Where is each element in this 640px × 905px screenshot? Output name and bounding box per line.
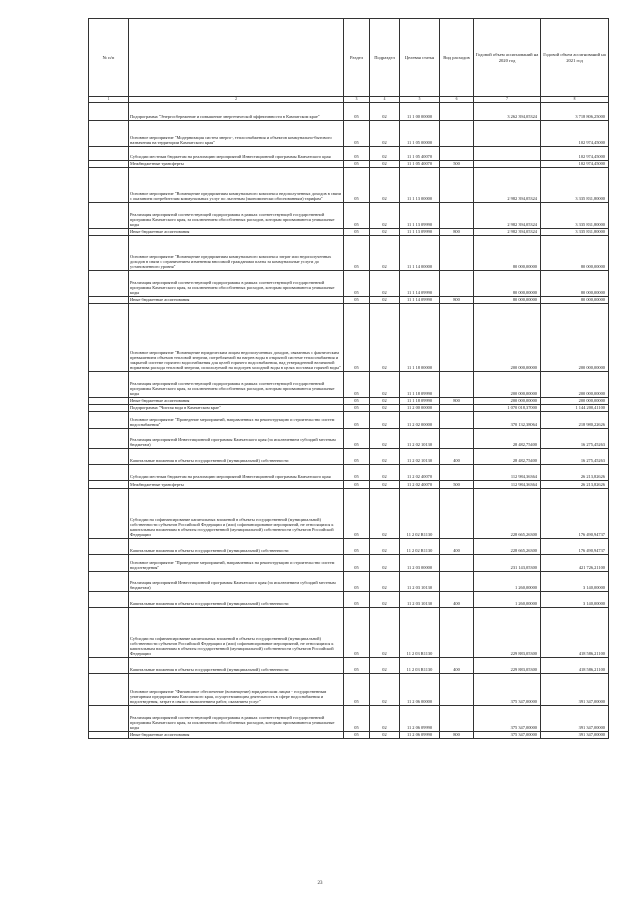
row-number-cell — [89, 371, 129, 397]
column-number: 2 — [129, 97, 344, 103]
row-2020-cell: 80 000,00000 — [474, 296, 541, 303]
row-exptype-cell — [440, 202, 474, 228]
row-name-cell: Основное мероприятие "Возмещение предприятиям коммунального комплекса затрат или недополученных доходов в связи с ограничением изменения вносимой гражданами платы за коммунальные услуги до установленного уровня" — [129, 235, 344, 270]
row-2020-cell: 1 260,00000 — [474, 571, 541, 591]
row-number-cell — [89, 120, 129, 146]
row-number-cell — [89, 235, 129, 270]
row-exptype-cell — [440, 102, 474, 120]
header-col-2021: Годовой объем ассигнований на 2021 год — [541, 19, 609, 97]
column-number: 3 — [344, 97, 370, 103]
row-2021-cell: 200 000,00000 — [541, 371, 609, 397]
table-row — [89, 657, 609, 673]
row-number-cell — [89, 202, 129, 228]
row-number-cell — [89, 705, 129, 731]
table-row — [89, 673, 609, 705]
row-section-cell: 05 — [344, 397, 370, 404]
row-2021-cell: 176 490,94737 — [541, 488, 609, 538]
row-exptype-cell — [440, 146, 474, 160]
row-section-cell: 05 — [344, 202, 370, 228]
row-exptype-cell: 400 — [440, 538, 474, 554]
row-subsection-cell: 02 — [370, 120, 400, 146]
page-number: 23 — [317, 881, 323, 886]
table-row — [89, 160, 609, 167]
row-section-cell: 05 — [344, 160, 370, 167]
row-subsection-cell: 02 — [370, 673, 400, 705]
column-number: 4 — [370, 97, 400, 103]
row-target-cell: 11 1 05 40070 — [400, 160, 440, 167]
row-name-cell: Реализация мероприятий соответствующей подпрограммы в рамках соответствующей государственной программы Камчатского края, за исключением обособленных расходов, которым присваиваются уникальные коды — [129, 371, 344, 397]
row-2021-cell: 80 000,00000 — [541, 296, 609, 303]
row-2021-cell: 218 980,22626 — [541, 411, 609, 428]
row-number-cell — [89, 270, 129, 296]
row-2020-cell: 2 982 394,05324 — [474, 202, 541, 228]
row-name-cell: Реализация мероприятий соответствующей подпрограммы в рамках соответствующей государственной программы Камчатского края, за исключением обособленных расходов, которым присваиваются уникальные коды — [129, 202, 344, 228]
row-subsection-cell: 02 — [370, 202, 400, 228]
row-section-cell: 05 — [344, 554, 370, 571]
row-number-cell — [89, 411, 129, 428]
row-2020-cell: 375 347,00000 — [474, 731, 541, 738]
row-subsection-cell: 02 — [370, 228, 400, 235]
row-2020-cell: 200 000,00000 — [474, 397, 541, 404]
row-name-cell: Иные бюджетные ассигнования — [129, 228, 344, 235]
row-target-cell: 11 1 14 09990 — [400, 270, 440, 296]
column-number: 7 — [474, 97, 541, 103]
row-section-cell: 05 — [344, 120, 370, 146]
row-name-cell: Основное мероприятие "Проведение мероприятий, направленных на реконструкцию и строительство систем водоотведения" — [129, 554, 344, 571]
row-target-cell: 11 2 00 00000 — [400, 404, 440, 411]
row-target-cell: 11 2 06 09990 — [400, 705, 440, 731]
row-number-cell — [89, 102, 129, 120]
row-2021-cell: 200 000,00000 — [541, 397, 609, 404]
table-row — [89, 270, 609, 296]
table-row — [89, 235, 609, 270]
row-number-cell — [89, 488, 129, 538]
table-row — [89, 607, 609, 657]
row-section-cell: 05 — [344, 102, 370, 120]
row-number-cell — [89, 673, 129, 705]
table-row — [89, 571, 609, 591]
table-row — [89, 228, 609, 235]
row-2021-cell: 102 974,45000 — [541, 160, 609, 167]
row-2021-cell: 391 347,00000 — [541, 705, 609, 731]
row-2020-cell: 80 000,00000 — [474, 235, 541, 270]
row-name-cell: Основное мероприятие "Возмещение предприятиям коммунального комплекса недополученных доходов в связи с оказанием потребителям коммунальных услуг по льготным (экономически обоснованным) тарифам" — [129, 167, 344, 202]
row-target-cell: 11 2 03 R1130 — [400, 657, 440, 673]
row-name-cell: Основное мероприятие "Возмещение юридическим лицам недополученных доходов, связанных с фактическим превышением объемов тепловой энергии, потребляемой на нагрев воды в открытой системе теплоснабжения и закрытой системе горячего водоснабжения для целей горячего водоснабжения, над утвержденной величиной норматива расхода тепловой энергии, используемой на подогрев холодной воды в целях поставки горячей воды" — [129, 303, 344, 371]
row-number-cell — [89, 228, 129, 235]
row-number-cell — [89, 538, 129, 554]
row-subsection-cell: 02 — [370, 296, 400, 303]
row-exptype-cell — [440, 235, 474, 270]
row-number-cell — [89, 607, 129, 657]
table-row — [89, 397, 609, 404]
row-2021-cell: 26 213,82626 — [541, 480, 609, 488]
row-number-cell — [89, 591, 129, 607]
row-target-cell: 11 1 18 09990 — [400, 397, 440, 404]
row-name-cell: Реализация мероприятий соответствующей подпрограммы в рамках соответствующей государственной программы Камчатского края, за исключением обособленных расходов, которым присваиваются уникальные коды — [129, 705, 344, 731]
row-name-cell: Реализация мероприятий Инвестиционной программы Камчатского края (за исключением субсидий местным бюджетам) — [129, 428, 344, 448]
row-name-cell: Иные бюджетные ассигнования — [129, 397, 344, 404]
row-2021-cell: 3 140,00000 — [541, 591, 609, 607]
row-2021-cell: 391 347,00000 — [541, 731, 609, 738]
row-target-cell: 11 2 06 09990 — [400, 731, 440, 738]
table-row — [89, 102, 609, 120]
row-target-cell: 11 2 03 10130 — [400, 571, 440, 591]
table-row — [89, 480, 609, 488]
row-2020-cell: 2 982 394,05324 — [474, 228, 541, 235]
row-exptype-cell — [440, 167, 474, 202]
row-subsection-cell: 02 — [370, 235, 400, 270]
row-2021-cell: 391 347,00000 — [541, 673, 609, 705]
row-2021-cell: 3 335 831,80000 — [541, 167, 609, 202]
row-target-cell: 11 2 02 10130 — [400, 428, 440, 448]
row-section-cell: 05 — [344, 146, 370, 160]
row-exptype-cell — [440, 411, 474, 428]
row-exptype-cell — [440, 303, 474, 371]
row-exptype-cell: 800 — [440, 296, 474, 303]
row-2020-cell: 228 665,26300 — [474, 538, 541, 554]
table-header-row — [89, 19, 609, 97]
row-subsection-cell: 02 — [370, 371, 400, 397]
row-section-cell: 05 — [344, 228, 370, 235]
row-2020-cell: 200 000,00000 — [474, 303, 541, 371]
row-2021-cell: 16 275,45263 — [541, 428, 609, 448]
column-number: 5 — [400, 97, 440, 103]
row-2020-cell — [474, 160, 541, 167]
row-section-cell: 05 — [344, 464, 370, 480]
row-target-cell: 11 1 13 09990 — [400, 228, 440, 235]
row-section-cell: 05 — [344, 428, 370, 448]
row-subsection-cell: 02 — [370, 270, 400, 296]
row-target-cell: 11 2 02 40070 — [400, 464, 440, 480]
row-2020-cell: 112 984,36364 — [474, 480, 541, 488]
row-name-cell: Субсидии местным бюджетам на реализацию мероприятий Инвестиционной программы Камчатского края — [129, 146, 344, 160]
row-exptype-cell — [440, 270, 474, 296]
row-target-cell: 11 2 02 R1130 — [400, 538, 440, 554]
row-section-cell: 05 — [344, 480, 370, 488]
row-target-cell: 11 2 02 10130 — [400, 448, 440, 464]
row-2020-cell: 28 482,75400 — [474, 428, 541, 448]
row-exptype-cell — [440, 571, 474, 591]
row-2020-cell: 229 883,05300 — [474, 607, 541, 657]
column-number: 1 — [89, 97, 129, 103]
row-section-cell: 05 — [344, 448, 370, 464]
table-row — [89, 167, 609, 202]
row-subsection-cell: 02 — [370, 464, 400, 480]
row-target-cell: 11 2 03 R1130 — [400, 607, 440, 657]
row-section-cell: 05 — [344, 607, 370, 657]
table-row — [89, 296, 609, 303]
row-2020-cell: 375 347,00000 — [474, 673, 541, 705]
row-2021-cell: 26 213,82626 — [541, 464, 609, 480]
header-col-exptype: Вид расходов — [440, 19, 474, 97]
row-target-cell: 11 1 14 00000 — [400, 235, 440, 270]
row-2021-cell: 421 726,21100 — [541, 554, 609, 571]
row-2021-cell: 102 974,45000 — [541, 120, 609, 146]
row-exptype-cell — [440, 705, 474, 731]
row-exptype-cell — [440, 404, 474, 411]
row-name-cell: Капитальные вложения в объекты государственной (муниципальной) собственности — [129, 448, 344, 464]
row-exptype-cell: 400 — [440, 591, 474, 607]
row-section-cell: 05 — [344, 488, 370, 538]
row-name-cell: Основное мероприятие "Проведение мероприятий, направленных на реконструкцию и строительство систем водоснабжения" — [129, 411, 344, 428]
row-name-cell: Субсидии местным бюджетам на реализацию мероприятий Инвестиционной программы Камчатского края — [129, 464, 344, 480]
row-section-cell: 05 — [344, 538, 370, 554]
header-col-2020: Годовой объем ассигнований на 2020 год — [474, 19, 541, 97]
table-row — [89, 464, 609, 480]
row-section-cell: 05 — [344, 411, 370, 428]
table-row — [89, 488, 609, 538]
row-2020-cell: 375 347,00000 — [474, 705, 541, 731]
row-target-cell: 11 2 06 00000 — [400, 673, 440, 705]
row-subsection-cell: 02 — [370, 303, 400, 371]
table-row — [89, 731, 609, 738]
row-2020-cell: 2 982 394,05324 — [474, 167, 541, 202]
row-2021-cell: 3 335 831,80000 — [541, 202, 609, 228]
row-2021-cell: 418 586,21100 — [541, 657, 609, 673]
row-name-cell: Иные бюджетные ассигнования — [129, 731, 344, 738]
budget-table — [88, 18, 609, 739]
row-subsection-cell: 02 — [370, 160, 400, 167]
row-exptype-cell: 500 — [440, 160, 474, 167]
row-number-cell — [89, 167, 129, 202]
row-subsection-cell: 02 — [370, 404, 400, 411]
row-2021-cell: 3 335 831,80000 — [541, 228, 609, 235]
table-row — [89, 146, 609, 160]
row-target-cell: 11 2 03 10130 — [400, 591, 440, 607]
row-target-cell: 11 1 18 09990 — [400, 371, 440, 397]
row-subsection-cell: 02 — [370, 428, 400, 448]
row-name-cell: Субсидии на софинансирование капитальных вложений в объекты государственной (муниципальной) собственности субъектов Российской Федерации и (или) софинансирование мероприятий, не относящихся к капитальным вложениям в объекты государственной (муниципальной) собственности субъектов Российской Федерации — [129, 607, 344, 657]
row-subsection-cell: 02 — [370, 554, 400, 571]
header-col-section: Раздел — [344, 19, 370, 97]
row-name-cell: Иные бюджетные ассигнования — [129, 296, 344, 303]
row-exptype-cell — [440, 673, 474, 705]
budget-table-sheet — [88, 18, 608, 739]
row-section-cell: 05 — [344, 371, 370, 397]
row-2021-cell: 102 974,45000 — [541, 146, 609, 160]
row-target-cell: 11 1 05 00000 — [400, 120, 440, 146]
row-subsection-cell: 02 — [370, 448, 400, 464]
row-subsection-cell: 02 — [370, 102, 400, 120]
row-exptype-cell: 400 — [440, 657, 474, 673]
row-target-cell: 11 2 02 R1130 — [400, 488, 440, 538]
table-row — [89, 404, 609, 411]
row-exptype-cell: 400 — [440, 448, 474, 464]
row-name-cell: Реализация мероприятий соответствующей подпрограммы в рамках соответствующей государственной программы Камчатского края, за исключением обособленных расходов, которым присваиваются уникальные коды — [129, 270, 344, 296]
row-number-cell — [89, 554, 129, 571]
header-col-no: № п/п — [89, 19, 129, 97]
table-row — [89, 371, 609, 397]
row-number-cell — [89, 448, 129, 464]
row-2021-cell: 200 000,00000 — [541, 303, 609, 371]
row-section-cell: 05 — [344, 571, 370, 591]
row-2020-cell: 231 143,05300 — [474, 554, 541, 571]
table-row — [89, 538, 609, 554]
row-target-cell: 11 1 05 40070 — [400, 146, 440, 160]
row-name-cell: Межбюджетные трансферты — [129, 160, 344, 167]
row-2021-cell: 3 718 806,25000 — [541, 102, 609, 120]
row-2020-cell — [474, 120, 541, 146]
row-target-cell: 11 2 02 40070 — [400, 480, 440, 488]
row-2020-cell: 80 000,00000 — [474, 270, 541, 296]
row-subsection-cell: 02 — [370, 397, 400, 404]
row-2020-cell: 200 000,00000 — [474, 371, 541, 397]
row-name-cell: Подпрограмма "Энергосбережение и повышение энергетической эффективности в Камчатском крае" — [129, 102, 344, 120]
row-subsection-cell: 02 — [370, 480, 400, 488]
row-subsection-cell: 02 — [370, 488, 400, 538]
row-2020-cell: 228 665,26300 — [474, 488, 541, 538]
row-name-cell: Основное мероприятие "Финансовое обеспечение (возмещение) юридическим лицам - государственным унитарным предприятиям Камчатского края, осуществляющим деятельность в сфере водоснабжения и водоотведения, затрат в связи с выполнением работ, оказанием услуг" — [129, 673, 344, 705]
row-section-cell: 05 — [344, 270, 370, 296]
row-2021-cell: 3 140,00000 — [541, 571, 609, 591]
row-subsection-cell: 02 — [370, 591, 400, 607]
row-section-cell: 05 — [344, 657, 370, 673]
row-section-cell: 05 — [344, 404, 370, 411]
header-col-target: Целевая статья — [400, 19, 440, 97]
row-target-cell: 11 1 14 09990 — [400, 296, 440, 303]
row-name-cell: Подпрограмма "Чистая вода в Камчатском крае" — [129, 404, 344, 411]
row-exptype-cell: 800 — [440, 731, 474, 738]
row-exptype-cell: 500 — [440, 480, 474, 488]
row-number-cell — [89, 160, 129, 167]
row-exptype-cell — [440, 554, 474, 571]
table-row — [89, 448, 609, 464]
row-number-cell — [89, 303, 129, 371]
row-2021-cell: 16 275,45263 — [541, 448, 609, 464]
row-2020-cell: 112 984,36364 — [474, 464, 541, 480]
row-exptype-cell: 800 — [440, 228, 474, 235]
row-target-cell: 11 1 18 00000 — [400, 303, 440, 371]
row-number-cell — [89, 480, 129, 488]
row-name-cell: Основное мероприятие "Модернизация систем энерго-, теплоснабжения и объектов коммунально-бытового назначения на территории Камчатского края" — [129, 120, 344, 146]
row-number-cell — [89, 657, 129, 673]
row-exptype-cell — [440, 607, 474, 657]
row-subsection-cell: 02 — [370, 167, 400, 202]
row-name-cell: Капитальные вложения в объекты государственной (муниципальной) собственности — [129, 657, 344, 673]
row-target-cell: 11 2 02 00000 — [400, 411, 440, 428]
row-section-cell: 05 — [344, 673, 370, 705]
row-2021-cell: 1 144 200,41100 — [541, 404, 609, 411]
row-exptype-cell — [440, 488, 474, 538]
row-section-cell: 05 — [344, 296, 370, 303]
row-subsection-cell: 02 — [370, 411, 400, 428]
table-row — [89, 705, 609, 731]
table-body — [89, 102, 609, 738]
row-name-cell: Субсидии на софинансирование капитальных вложений в объекты государственной (муниципальной) собственности субъектов Российской Федерации и (или) софинансирование мероприятий, не относящихся к капитальным вложениям в объекты государственной (муниципальной) собственности субъектов Российской Федерации — [129, 488, 344, 538]
table-row — [89, 303, 609, 371]
table-row — [89, 411, 609, 428]
row-number-cell — [89, 397, 129, 404]
row-exptype-cell — [440, 464, 474, 480]
row-exptype-cell — [440, 120, 474, 146]
row-number-cell — [89, 404, 129, 411]
row-subsection-cell: 02 — [370, 657, 400, 673]
column-number: 8 — [541, 97, 609, 103]
row-2021-cell: 80 000,00000 — [541, 270, 609, 296]
row-2020-cell: 370 132,38064 — [474, 411, 541, 428]
row-number-cell — [89, 731, 129, 738]
row-subsection-cell: 02 — [370, 146, 400, 160]
row-number-cell — [89, 146, 129, 160]
row-section-cell: 05 — [344, 235, 370, 270]
row-name-cell: Капитальные вложения в объекты государственной (муниципальной) собственности — [129, 591, 344, 607]
header-col-subsection: Подраздел — [370, 19, 400, 97]
row-2021-cell: 418 586,21100 — [541, 607, 609, 657]
row-section-cell: 05 — [344, 591, 370, 607]
row-2020-cell: 28 482,75400 — [474, 448, 541, 464]
row-2020-cell: 3 262 394,05324 — [474, 102, 541, 120]
table-row — [89, 202, 609, 228]
row-2021-cell: 176 490,94737 — [541, 538, 609, 554]
row-2020-cell: 1 070 018,37000 — [474, 404, 541, 411]
row-name-cell: Капитальные вложения в объекты государственной (муниципальной) собственности — [129, 538, 344, 554]
row-number-cell — [89, 296, 129, 303]
row-number-cell — [89, 464, 129, 480]
header-col-name — [129, 19, 344, 97]
table-row — [89, 591, 609, 607]
table-row — [89, 554, 609, 571]
row-subsection-cell: 02 — [370, 538, 400, 554]
row-section-cell: 05 — [344, 303, 370, 371]
row-2020-cell — [474, 146, 541, 160]
row-subsection-cell: 02 — [370, 705, 400, 731]
row-2020-cell: 1 260,00000 — [474, 591, 541, 607]
row-number-cell — [89, 571, 129, 591]
row-name-cell: Межбюджетные трансферты — [129, 480, 344, 488]
row-number-cell — [89, 428, 129, 448]
row-target-cell: 11 1 13 00000 — [400, 167, 440, 202]
row-subsection-cell: 02 — [370, 607, 400, 657]
row-exptype-cell — [440, 428, 474, 448]
row-target-cell: 11 2 03 00000 — [400, 554, 440, 571]
row-name-cell: Реализация мероприятий Инвестиционной программы Камчатского края (за исключением субсидий местным бюджетам) — [129, 571, 344, 591]
row-subsection-cell: 02 — [370, 571, 400, 591]
table-row — [89, 428, 609, 448]
row-exptype-cell — [440, 371, 474, 397]
row-section-cell: 05 — [344, 731, 370, 738]
row-exptype-cell: 800 — [440, 397, 474, 404]
column-number: 6 — [440, 97, 474, 103]
table-row — [89, 120, 609, 146]
row-2020-cell: 229 883,05300 — [474, 657, 541, 673]
row-target-cell: 11 1 13 09990 — [400, 202, 440, 228]
row-section-cell: 05 — [344, 167, 370, 202]
row-2021-cell: 80 000,00000 — [541, 235, 609, 270]
row-subsection-cell: 02 — [370, 731, 400, 738]
row-section-cell: 05 — [344, 705, 370, 731]
row-target-cell: 11 1 00 00000 — [400, 102, 440, 120]
